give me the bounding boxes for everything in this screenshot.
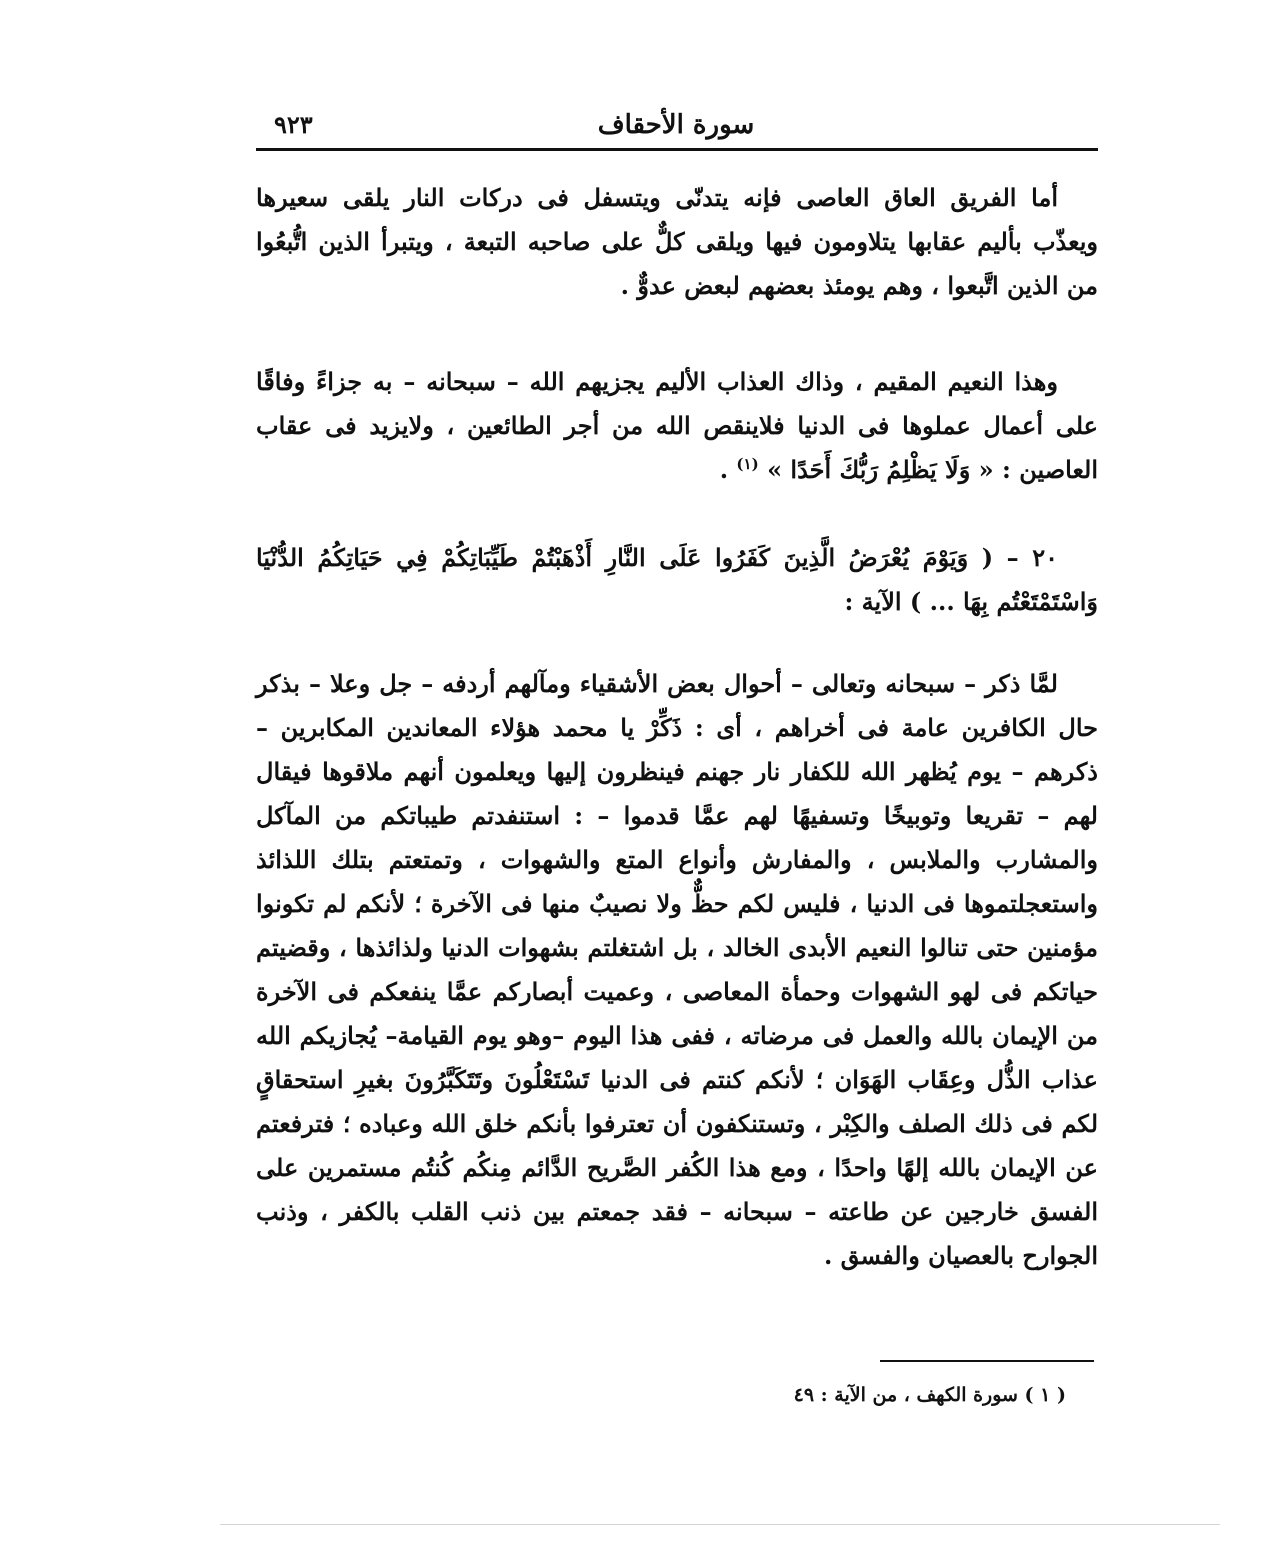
page-number: ٩٢٣: [274, 110, 313, 139]
page-header: [256, 104, 1096, 146]
footnote: ( ١ ) سورة الكهف ، من الآية : ٤٩: [793, 1384, 1066, 1406]
paragraph-2-end: .: [719, 455, 729, 484]
paragraph-1: [256, 176, 1098, 308]
paragraph-1-text: أما الفريق العاق العاصى فإنه يتدنّى ويتسفل فى دركات النار يلقى سعيرها ويعذّب بأليم عقابها يتلاومون فيها ويلقى كلٌّ على صاحبه التبعة ، ويتبرأ الذين اتُّبعُوا من الذين اتَّبعوا ، وهم يومئذ بعضهم لبعض عدوٌّ .: [256, 183, 1098, 300]
surah-title: سورة الأحقاف: [597, 110, 755, 140]
paragraph-2: [256, 360, 1098, 492]
verse-text: ٢٠ – ( وَيَوْمَ يُعْرَضُ الَّذِينَ كَفَرُوا عَلَى النَّارِ أَذْهَبْتُمْ طَيِّبَاتِكُمْ فِي حَيَاتِكُمُ الدُّنْيَا وَاسْتَمْتَعْتُم بِهَا ... ) الآية :: [256, 543, 1098, 616]
footnote-divider: [880, 1360, 1094, 1362]
scan-edge-line: [220, 1524, 1220, 1525]
paragraph-4: [256, 662, 1098, 1278]
paragraph-4-text: لمَّا ذكر – سبحانه وتعالى – أحوال بعض الأشقياء ومآلهم أردفه – جل وعلا – بذكر حال الكافرين عامة فى أخراهم ، أى : ذَكِّرْ يا محمد هؤلاء المعاندين المكابرين – ذكرهم – يوم يُظهر الله للكفار نار جهنم فينظرون إليها ويعلمون أنهم ملاقوها فيقال لهم – تقريعا وتوبيخًا وتسفيهًا لهم عمَّا قدموا – : استنفدتم طيباتكم من المآكل والمشارب والملابس ، والمفارش وأنواع المتع والشهوات ، وتمتعتم بتلك اللذائذ واستعجلتموها فى الدنيا ، فليس لكم حظٌّ ولا نصيبٌ منها فى الآخرة ؛ لأنكم لم تكونوا مؤمنين حتى تنالوا النعيم الأبدى الخالد ، بل اشتغلتم بشهوات الدنيا ولذائذها ، وقضيتم حياتكم فى لهو الشهوات وحمأة المعاصى ، وعميت أبصاركم عمَّا ينفعكم فى الآخرة من الإيمان بالله والعمل فى مرضاته ، ففى هذا اليوم –وهو يوم القيامة– يُجازيكم الله عذاب الذُّل وعِقَاب الهَوَان ؛ لأنكم كنتم فى الدنيا تَسْتَعْلُونَ وتَتَكَبَّرُونَ بغيرِ استحقاقٍ لكم فى ذلك الصلف والكِبْر ، وتستنكفون أن تعترفوا بأنكم خلق الله وعباده ؛ فترفعتم عن الإيمان بالله إلهًا واحدًا ، ومع هذا الكُفر الصَّريح الدَّائم مِنكُم كُنتُم مستمرين على الفسق خارجين عن طاعته – سبحانه – فقد جمعتم بين ذنب القلب بالكفر ، وذنب الجوارح بالعصيان والفسق .: [256, 669, 1099, 1270]
verse-heading: [256, 536, 1098, 624]
footnote-reference: (١): [736, 455, 759, 473]
header-divider: [256, 148, 1098, 151]
paragraph-2-text: وهذا النعيم المقيم ، وذاك العذاب الأليم يجزيهم الله – سبحانه – به جزاءً وفاقًا على أعمال عملوها فى الدنيا فلاينقص الله من أجر الطائعين ، ولايزيد فى عقاب العاصين : « وَلَا يَظْلِمُ رَبُّكَ أَحَدًا »: [256, 367, 1098, 484]
